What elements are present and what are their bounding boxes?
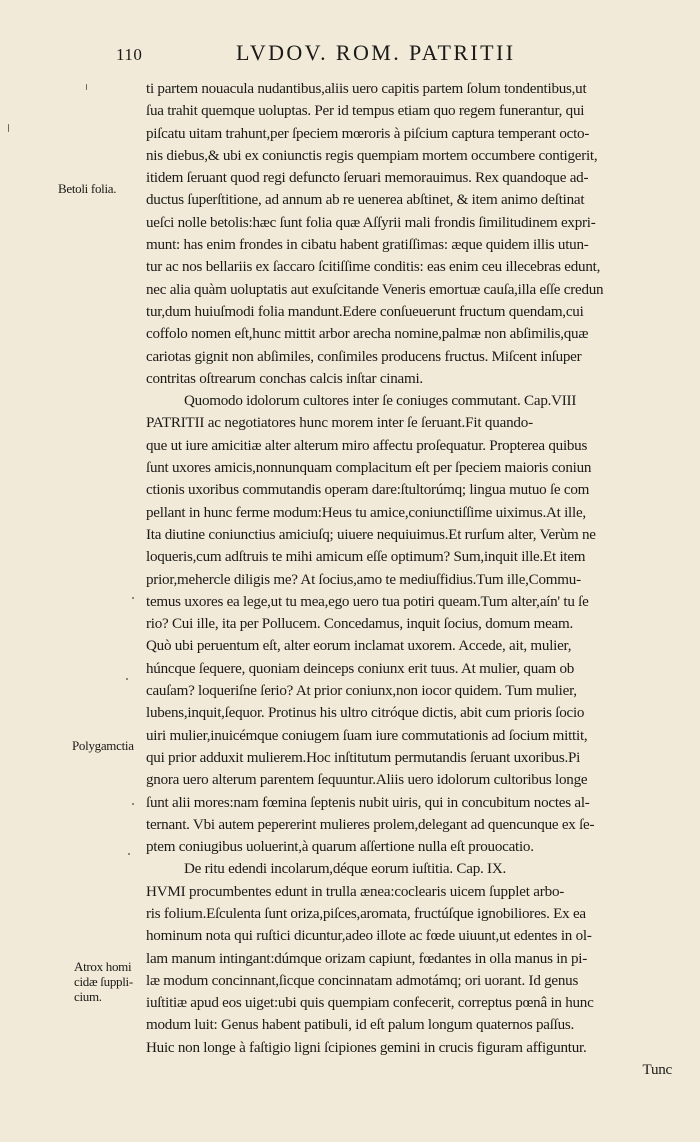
text-line: ternant. Vbi autem pepererint mulieres prolem,delegant ad quencunque ex ſe- (146, 816, 595, 833)
paper-speck (126, 678, 128, 680)
text-line: PATRITII ac negotiatores hunc morem inter ſe ſeruant.Fit quando- (146, 415, 533, 432)
text-line: cauſam? loqueriſne ſerio? At prior coniunx,non iocor quidem. Tum mulier, (146, 683, 577, 700)
text-line: tur,dum huiuſmodi folia mandunt.Edere conſueuerunt fructum quendam,cui (146, 303, 584, 320)
text-line: ſunt alii mores:nam fœmina ſeptenis nubit uiris, qui in concubitum noctes al- (146, 794, 590, 811)
text-line: ptem coniugibus uoluerint,à quarum aſſertione nulla eſt prouocatio. (146, 839, 534, 856)
text-line: prior,mehercle diligis me? At ſocius,amo te mediuſfidius.Tum ille,Commu- (146, 571, 581, 588)
chapter-heading: De ritu edendi incolarum,déque eorum iuſtitia. Cap. IX. (184, 861, 506, 878)
text-line: Huic non longe à faſtigio ligni ſcipiones gemini in crucis figuram affiguntur. (146, 1039, 587, 1056)
text-line: loqueris,cum adſtruis te mihi amicum eſſe optimum? Sum,inquit ille.Et item (146, 549, 586, 566)
text-line: lubens,inquit,ſequor. Protinus his ultro citróque dictis, abit cum prioris ſocio (146, 705, 585, 722)
text-line: lam manum intingant:dúmque orizam capiunt, fœdantes in olla manus in pi- (146, 950, 588, 967)
page-number: 110 (116, 45, 143, 64)
text-line: qui prior adduxit mulierem.Hoc inſtitutum permutandis ſeruant uxoribus.Pi (146, 749, 581, 766)
paper-speck (8, 124, 9, 132)
text-line: cariotas gignit non abſimiles, conſimiles producens fructus. Miſcent inſuper (146, 348, 582, 365)
text-line: munt: has enim frondes in cibatu habent gratiſſimas: æque quidem illis utun- (146, 237, 589, 254)
marginal-note-polygamia: Polygamctia (72, 738, 134, 753)
marginal-note-atrox-line3: cium. (74, 989, 102, 1004)
marginal-note-atrox-line1: Atrox homi (74, 959, 132, 974)
text-line: gnora uero alterum parentem ſequuntur.Aliis uero idolorum cultoribus longe (146, 772, 588, 789)
running-head: LVDOV. ROM. PATRITII (236, 40, 516, 65)
text-line: nec alia quàm uoluptatis aut exuſcitande Veneris emortuæ cauſa,illa eſſe credun (146, 281, 604, 298)
text-line: ſua trahit quemque uoluptas. Per id tempus etiam quo regem funerantur, qui (146, 103, 585, 120)
text-line: rio? Cui ille, ita per Pollucem. Concedamus, inquit ſocius, domum meam. (146, 616, 574, 633)
text-line: Quò ubi peruentum eſt, alter eorum inclamat uxorem. Accede, ait, mulier, (146, 638, 572, 655)
text-line: itidem ſeruant quod regi defuncto ſeruari memorauimus. Rex quandoque ad- (146, 170, 589, 187)
paper-speck (132, 803, 134, 805)
text-line: ſunt uxores amicis,nonnunquam complacitum eſt per ſpeciem maioris coniun (146, 460, 592, 477)
text-line: húncque ſequere, quoniam deinceps coniunx erit tuus. At mulier, quam ob (146, 660, 575, 677)
text-line: HVMI procumbentes edunt in trulla ænea:coclearis uicem ſupplet arbo- (146, 883, 565, 900)
text-line: hominum nota qui ruſtici dicuntur,adeo illote ac fœde uiuunt,ut edentes in ol- (146, 928, 592, 945)
text-line: coffolo nomen eſt,hunc mittit arbor arecha nomine,palmæ non abſimilis,quæ (146, 326, 589, 343)
text-line: ductus ſuperſtitione, ad annum ab re uenerea abſtinet, & item animo deſtinat (146, 192, 585, 209)
text-line: que ut iure amicitiæ alter alterum miro affectu proſequatur. Propterea quibus (146, 437, 588, 454)
body-text (146, 78, 678, 1081)
text-line: pellant in hunc ferme modum:Heus tu amice,coniunctiſſime uiximus.At ille, (146, 504, 586, 521)
text-line: ris folium.Eſculenta ſunt oriza,piſces,aromata, fructúſque ignobiliores. Ex ea (146, 905, 586, 922)
paper-speck (128, 853, 130, 855)
paper-speck (132, 597, 134, 599)
text-line: piſcatu uitam trahunt,per ſpeciem mœroris à piſcium captura temperant octo- (146, 125, 590, 142)
text-line: iuſtitiæ apud eos uiget:ubi quis quempiam confecerit, correptus pœnâ in hunc (146, 995, 594, 1012)
text-line: modum luit: Genus habent patibuli, id eſt palum longum quaternos paſſus. (146, 1017, 575, 1034)
page-header (116, 40, 676, 66)
paper-speck (86, 84, 87, 90)
text-line: uiri mulier,inuicémque coniugem ſuam iure commutationis ad ſocium mittit, (146, 727, 588, 744)
text-line: ti partem nouacula nudantibus,aliis uero capitis partem ſolum tondentibus,ut (146, 81, 587, 97)
text-line: ctionis uxoribus commutandis operam dare:ſtultorúmq; lingua mutuo ſe com (146, 482, 590, 499)
text-line: læ modum concinnant,ſicque concinnatam admotámq; ori uorant. Id genus (146, 972, 579, 989)
text-line: Ita diutine coniunctius amiciuſq; uiuere nequiuimus.Et rurſum alter, Verùm ne (146, 526, 596, 543)
marginal-note-betoli: Betoli folia. (58, 181, 117, 196)
text-line: temus uxores ea lege,ut tu mea,ego uero tua potiri queam.Tum alter,aín' tu ſe (146, 593, 589, 610)
catchword: Tunc (642, 1062, 672, 1079)
text-line: tur ac nos bellariis ex ſaccaro ſcitiſſime conditis: eas enim ceu illecebras edunt, (146, 259, 601, 276)
chapter-heading: Quomodo idolorum cultores inter ſe coniuges commutant. Cap.VIII (184, 393, 577, 410)
marginal-note-atrox-line2: cidæ ſuppli- (74, 974, 133, 989)
text-line: nis diebus,& ubi ex coniunctis regis quempiam mortem occumbere contigerit, (146, 147, 598, 164)
text-line: ueſci nolle betolis:hæc ſunt folia quæ Aſſyrii mali frondis ſimilitudinem expri- (146, 214, 596, 231)
text-line: contritas oſtrearum conchas calcis inſtar cinami. (146, 370, 423, 387)
